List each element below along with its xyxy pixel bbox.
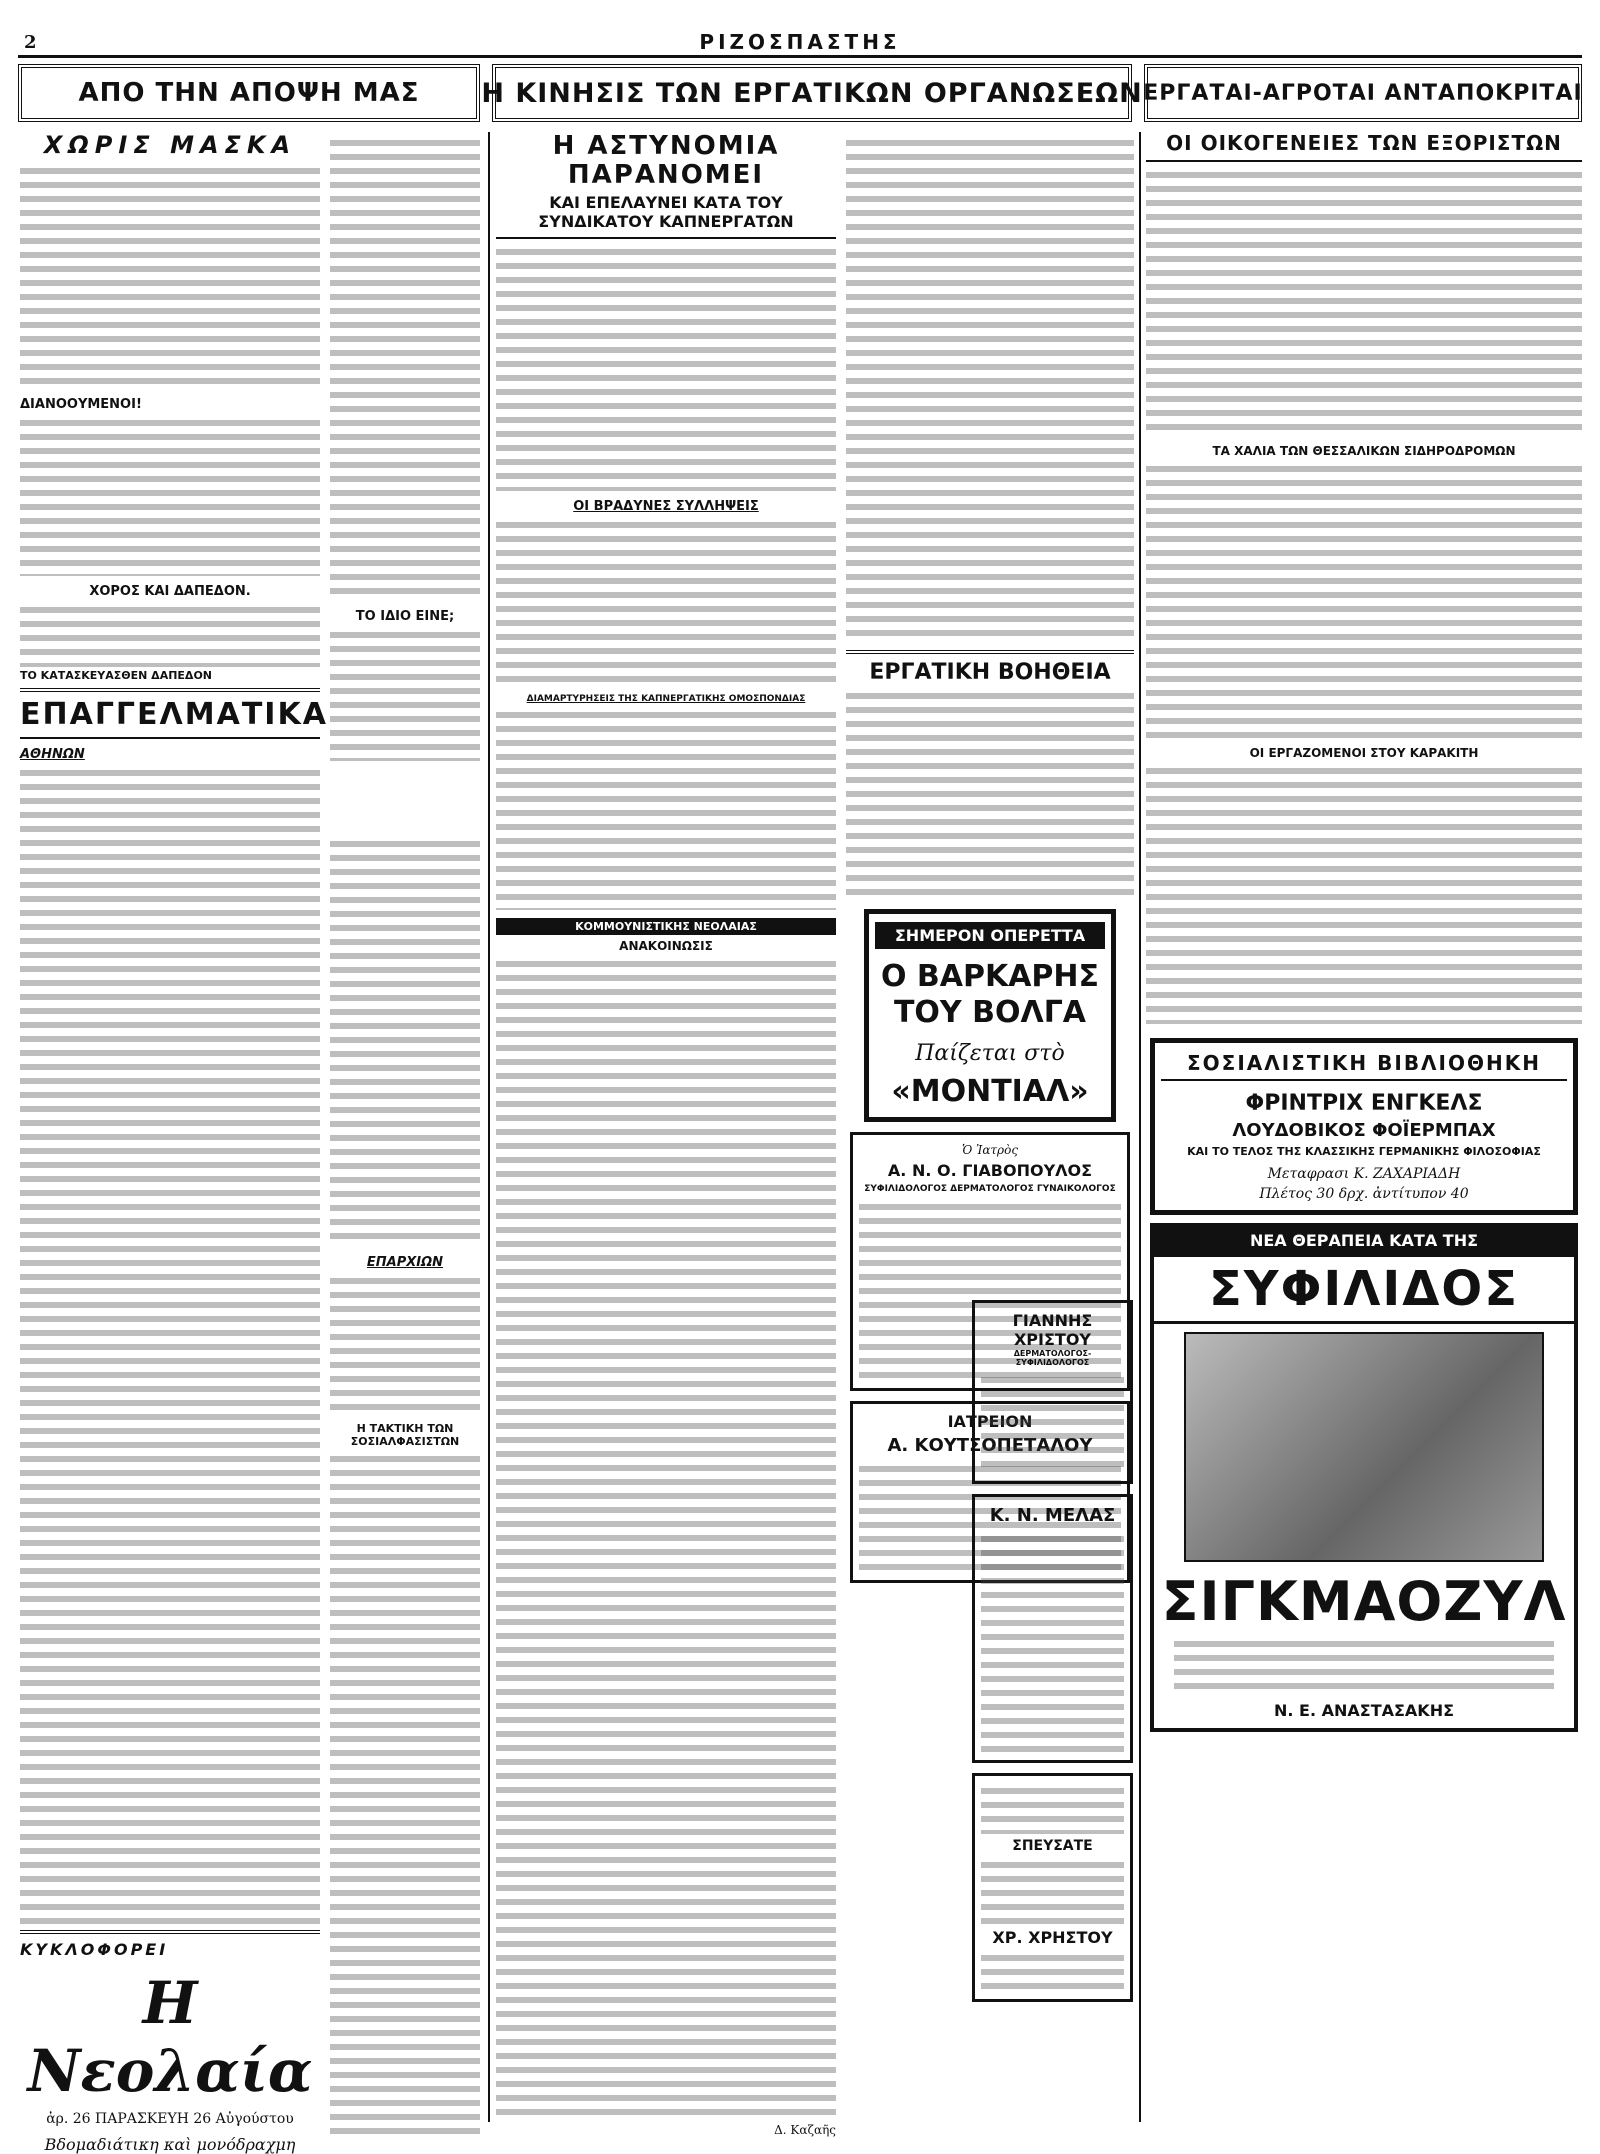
ad-doctor-name: Α. Ν. Ο. ΓΙΑΒΟΠΟΥΛΟΣ [887, 1161, 1093, 1180]
article-text [846, 136, 1134, 644]
column-rule [488, 132, 490, 2122]
article-text [330, 1274, 480, 1414]
article-text [1146, 764, 1582, 1024]
column-3 [496, 131, 836, 2138]
article-text [20, 164, 320, 389]
ad-doctor-specialty: ΣΥΦΙΛΙΔΟΛΟΓΟΣ ΔΕΡΜΑΤΟΛΟΓΟΣ ΓΥΝΑΙΚΟΛΟΓΟΣ [864, 1184, 1116, 1194]
ad-melas-name: Κ. Ν. ΜΕΛΑΣ [989, 1505, 1116, 1526]
neolaia-tagline: Βδομαδιάτικη καὶ μονόδραχμη [44, 2135, 296, 2154]
headline-astynomia: Η ΑΣΤΥΝΟΜΙΑ ΠΑΡΑΝΟΜΕΙ [552, 131, 780, 190]
subheading-ergatiki-voitheia: ΕΡΓΑΤΙΚΗ ΒΟΗΘΕΙΑ [869, 660, 1111, 685]
masthead [18, 28, 1582, 58]
banner-right: ΕΡΓΑΤΑΙ-ΑΓΡΟΤΑΙ ΑΝΤΑΠΟΚΡΙΤΑΙ [1144, 64, 1582, 122]
ad-library-book: ΛΟΥΔΟΒΙΚΟΣ ΦΟΪΕΡΜΠΑΧ [1232, 1120, 1496, 1141]
ad-christou-hurry: ΣΠΕΥΣΑΤΕ [1012, 1838, 1093, 1854]
signature: Δ. Καζαῆς [774, 2123, 836, 2138]
ad-library-price: Πλέτος 30 δρχ. ἀντίτυπον 40 [1259, 1186, 1469, 1202]
subheading-taktiki: Η ΤΑΚΤΙΚΗ ΤΩΝ ΣΟΣΙΑΛΦΑΣΙΣΤΩΝ [350, 1422, 460, 1448]
ad-syphilis-brand: ΣΙΓΚΜΑΟΖΥΛ [1161, 1570, 1567, 1633]
ad-syphilis-treatment [1150, 1223, 1578, 1732]
subheading-eparxion: ΕΠΑΡΧΙΩΝ [366, 1255, 444, 1270]
article-text [1146, 462, 1582, 738]
article-text [330, 837, 480, 1247]
subheading-sidirodromoi: ΤΑ ΧΑΛΙΑ ΤΩΝ ΘΕΣΣΑΛΙΚΩΝ ΣΙΔΗΡΟΔΡΟΜΩΝ [1212, 444, 1516, 458]
column-5 [1146, 132, 1582, 2122]
article-text [20, 603, 320, 667]
column-1 [20, 131, 328, 2154]
subheading-ergazomenoi: ΟΙ ΕΡΓΑΖΟΜΕΝΟΙ ΣΤΟΥ ΚΑΡΑΚΙΤΗ [1249, 746, 1479, 760]
ad-library-translator: Μεταφρασι Κ. ΖΑΧΑΡΙΑΔΗ [1267, 1166, 1461, 1182]
ad-syphilis-title: ΣΥΦΙΛΙΔΟΣ [1154, 1254, 1574, 1324]
ad-operetta-venue: «ΜΟΝΤΙΑΛ» [891, 1074, 1089, 1109]
subheading-athinon: ΑΘΗΝΩΝ [20, 747, 85, 763]
article-text [496, 518, 836, 686]
subheading-syllipseis: ΟΙ ΒΡΑΔΥΝΕΣ ΣΥΛΛΗΨΕΙΣ [573, 499, 759, 515]
neolaia-issue: ἀρ. 26 ΠΑΡΑΣΚΕΥΗ 26 Αὐγούστου [46, 2111, 294, 2128]
ad-christou-name: ΧΡ. ΧΡΗΣΤΟΥ [992, 1928, 1113, 1947]
subheading-xoros: ΧΟΡΟΣ ΚΑΙ ΔΑΠΕΔΟΝ. [89, 584, 251, 600]
subheading-to-idio: ΤΟ ΙΔΙΟ ΕΙΝΕ; [355, 609, 455, 624]
ad-text [981, 1858, 1124, 1928]
article-text [330, 136, 480, 601]
ad-operetta-title: Ο ΒΑΡΚΑΡΗΣ ΤΟΥ ΒΟΛΓΑ [880, 959, 1100, 1030]
section-epaggelmatika: ΕΠΑΓΓΕΛΜΑΤΙΚΑ [20, 697, 328, 733]
article-text [330, 628, 480, 761]
article-text [330, 1452, 480, 2142]
subheading-dianoumenoi: ΔΙΑΝΟΟΥΜΕΝΟΙ! [20, 397, 142, 413]
column-4-ads [970, 1300, 1135, 2120]
headline-oikogeneies: ΟΙ ΟΙΚΟΓΕΝΕΙΕΣ ΤΩΝ ΕΞΟΡΙΣΤΩΝ [1166, 131, 1562, 155]
ad-melas [972, 1494, 1133, 1763]
newspaper-title: ΡΙΖΟΣΠΑΣΤΗΣ [699, 30, 901, 54]
column-2 [330, 132, 480, 2122]
subheading-anakoinosis: ΑΝΑΚΟΙΝΩΣΙΣ [619, 939, 713, 954]
page-number: 2 [24, 32, 37, 53]
ad-text [981, 1373, 1124, 1473]
subheading-neolaia: ΚΟΜΜΟΥΝΙΣΤΙΚΗΣ ΝΕΟΛΑΙΑΣ [496, 918, 836, 935]
ad-doctor-label: Ὁ Ἰατρὸς [961, 1143, 1019, 1157]
ad-giannis-specialty: ΔΕΡΜΑΤΟΛΟΓΟΣ-ΣΥΦΙΛΙΔΟΛΟΓΟΣ [1013, 1349, 1092, 1367]
subhead-syndikato: ΚΑΙ ΕΠΕΛΑΥΝΕΙ ΚΑΤΑ ΤΟΥ ΣΥΝΔΙΚΑΤΟΥ ΚΑΠΝΕΡΓΑΤΩΝ [538, 193, 794, 232]
ad-library-author: ΦΡΙΝΤΡΙΧ ΕΝΓΚΕΛΣ [1245, 1091, 1483, 1116]
ad-christou [972, 1773, 1133, 2002]
ad-library-title: ΣΟΣΙΑΛΙΣΤΙΚΗ ΒΙΒΛΙΟΘΗΚΗ [1161, 1051, 1567, 1081]
subheading-diamartyriseis: ΔΙΑΜΑΡΤΥΡΗΣΕΙΣ ΤΗΣ ΚΑΠΝΕΡΓΑΤΙΚΗΣ ΟΜΟΣΠΟΝΔΙΑΣ [526, 694, 806, 705]
ad-text [981, 1532, 1124, 1752]
ad-giannis-name: ΓΙΑΝΝΗΣ ΧΡΙΣΤΟΥ [1012, 1311, 1093, 1349]
article-text [20, 766, 320, 1924]
ad-illustration-icon [1184, 1332, 1544, 1562]
article-text [496, 245, 836, 491]
ad-text [1174, 1637, 1554, 1697]
ad-operetta [864, 909, 1116, 1122]
ad-iatreion-title: ΙΑΤΡΕΙΟΝ [947, 1412, 1033, 1431]
banner-center: Η ΚΙΝΗΣΙΣ ΤΩΝ ΕΡΓΑΤΙΚΩΝ ΟΡΓΑΝΩΣΕΩΝ [492, 64, 1132, 122]
article-text [496, 708, 836, 910]
ad-iatreion-name: Α. ΚΟΥΤΣΟΠΕΤΑΛΟΥ [887, 1435, 1093, 1456]
article-text [846, 689, 1134, 899]
ad-syphilis-top: ΝΕΑ ΘΕΡΑΠΕΙΑ ΚΑΤΑ ΤΗΣ [1154, 1227, 1574, 1254]
ad-operetta-playing: Παίζεται στὸ [915, 1041, 1065, 1066]
ad-operetta-top: ΣΗΜΕΡΟΝ ΟΠΕΡΕΤΤΑ [875, 922, 1105, 949]
neolaia-title: Η Νεολαία [27, 1969, 313, 2106]
article-text [1146, 168, 1582, 436]
banner-left: ΑΠΟ ΤΗΝ ΑΠΟΨΗ ΜΑΣ [18, 64, 480, 122]
ad-giannis-christou [972, 1300, 1133, 1484]
headline-xoris-maska: ΧΩΡΙΣ ΜΑΣΚΑ [43, 131, 297, 159]
article-text [496, 957, 836, 2117]
ad-text [981, 1951, 1124, 1991]
ad-library-desc: ΚΑΙ ΤΟ ΤΕΛΟΣ ΤΗΣ ΚΛΑΣΣΙΚΗΣ ΓΕΡΜΑΝΙΚΗΣ ΦΙΛΟΣΟΦΙΑΣ [1187, 1145, 1541, 1158]
ad-syphilis-representative: Ν. Ε. ΑΝΑΣΤΑΣΑΚΗΣ [1273, 1701, 1455, 1720]
kykloforei-label: ΚΥΚΛΟΦΟΡΕΙ [20, 1940, 169, 1960]
ad-socialist-library [1150, 1038, 1578, 1215]
column-rule [1139, 132, 1141, 2122]
ad-text [981, 1784, 1124, 1834]
subheading-dapedon: ΤΟ ΚΑΤΑΣΚΕΥΑΣΘΕΝ ΔΑΠΕΔΟΝ [20, 669, 213, 683]
article-text [20, 416, 320, 576]
